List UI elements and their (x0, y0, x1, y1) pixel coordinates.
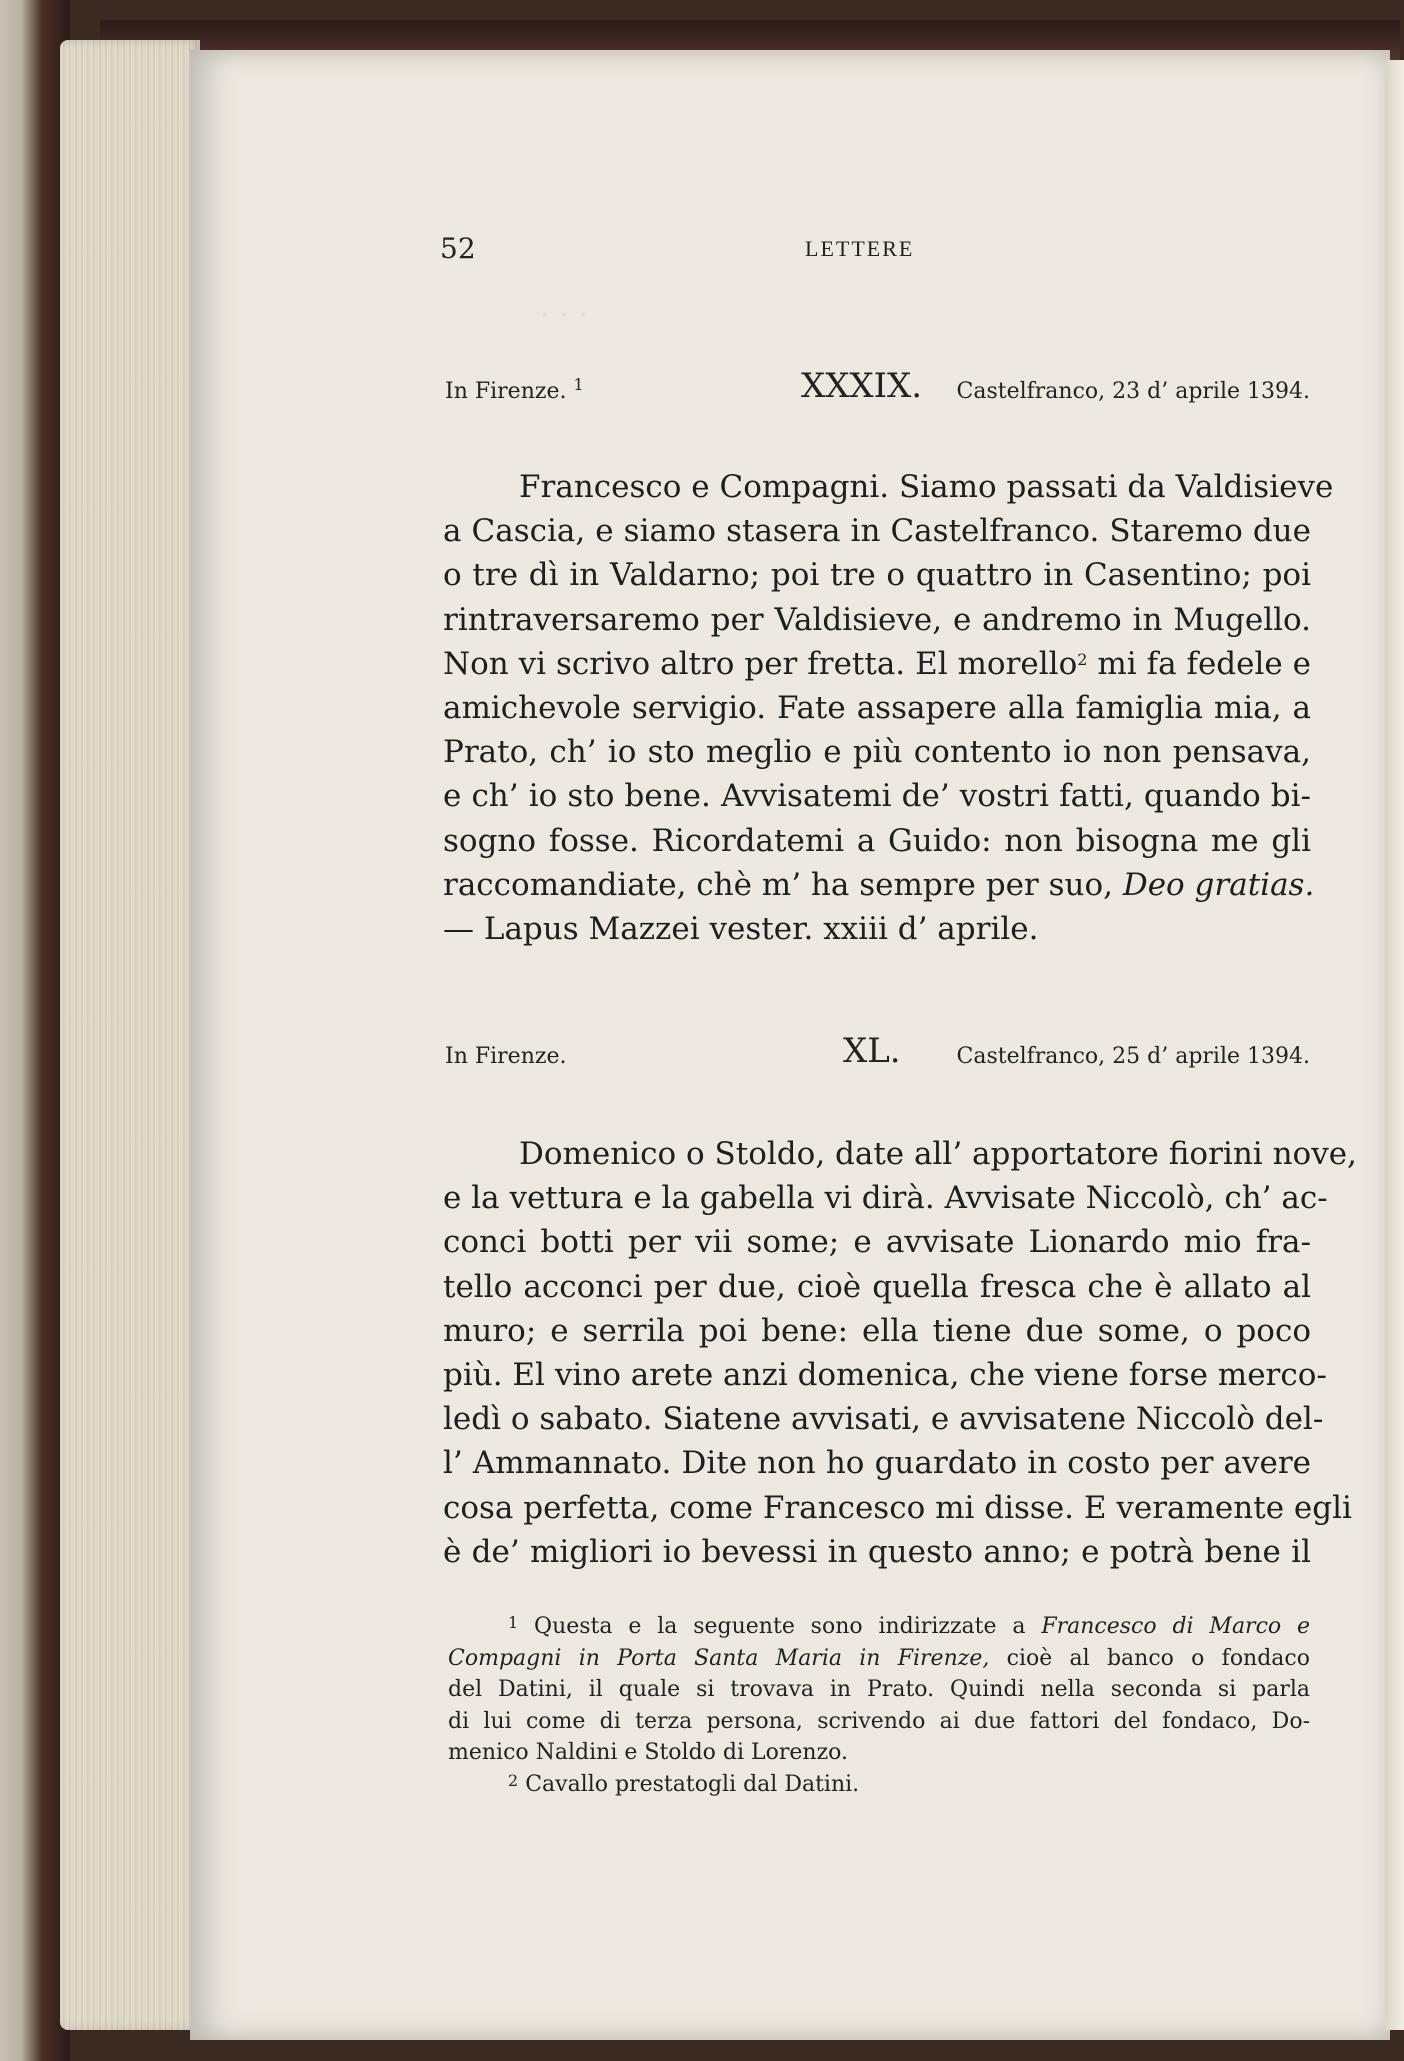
page-block-edges (60, 40, 200, 2030)
footnote-ref: 2 (1077, 649, 1088, 669)
letter-heading (445, 360, 1310, 410)
letter-body (443, 465, 1334, 951)
text-line: rintraversaremo per Valdisieve, e andremo in Mugello. (443, 601, 1311, 638)
text-line: conci botti per vii some; e avvisate Lionardo mio fra- (443, 1224, 1311, 1261)
letter-heading (445, 1025, 1310, 1075)
text-line: a Cascia, e siamo stasera in Castelfranco. Staremo due (443, 513, 1311, 550)
letter-body (443, 1132, 1357, 1574)
letter-numeral: XL. (843, 1031, 901, 1071)
footnote-line: $^2$ Cavallo prestatogli dal Datini. (508, 1770, 860, 1797)
footnote-line: Compagni in Porta Santa Maria in Firenze, cioè al banco o fondaco (448, 1645, 1310, 1671)
footnote-line: menico Naldini e Stoldo di Lorenzo. (448, 1740, 849, 1765)
latin-phrase: Deo gratias. (1122, 866, 1315, 903)
text-line: è de’ migliori io bevessi in questo anno; e potrà bene il (443, 1533, 1311, 1570)
text-line: Francesco e Compagni. Siamo passati da Valdisieve (519, 469, 1334, 505)
footnotes (448, 1611, 1310, 1800)
show-through: · · · (540, 298, 588, 333)
facing-page-edge (1385, 60, 1404, 2030)
text-line: l’ Ammannato. Dite non ho guardato in costo per avere (443, 1445, 1311, 1482)
letter-place-date: Castelfranco, 25 d’ aprile 1394. (956, 1044, 1310, 1069)
text-line: tello acconci per due, cioè quella fresca che è allato al (443, 1268, 1311, 1305)
text-line: amichevole servigio. Fate assapere alla famiglia mia, a (443, 690, 1311, 727)
letter-address: In Firenze. (445, 1044, 567, 1069)
footnote-line: di lui come di terza persona, scrivendo ai due fattori del fondaco, Do- (448, 1708, 1310, 1734)
text-line: Non vi scrivo altro per fretta. El morello$^2$ mi fa fedele e (443, 645, 1311, 682)
text-line: Prato, ch’ io sto meglio e più contento io non pensava, (443, 734, 1311, 771)
text-line: e la vettura e la gabella vi dirà. Avvisate Niccolò, ch’ ac- (443, 1180, 1328, 1217)
page-number: 52 (440, 232, 476, 265)
running-title: LETTERE (805, 236, 915, 261)
text-line: cosa perfetta, come Francesco mi disse. E veramente egli (443, 1489, 1352, 1526)
letter-numeral: XXXIX. (801, 366, 923, 406)
footnote-line: $^1$ Questa e la seguente sono indirizzate a Francesco di Marco e (508, 1613, 1311, 1639)
text-line: o tre dì in Valdarno; poi tre o quattro in Casentino; poi (443, 557, 1311, 594)
text-line: più. El vino arete anzi domenica, che viene forse merco- (443, 1357, 1327, 1394)
text-line: raccomandiate, chè m’ ha sempre per suo, Deo gratias. (443, 866, 1315, 903)
text-line: e ch’ io sto bene. Avvisatemi de’ vostri fatti, quando bi- (443, 778, 1311, 815)
text-line: Domenico o Stoldo, date all’ apportatore fiorini nove, (519, 1136, 1357, 1172)
text-line: muro; e serrila poi bene: ella tiene due some, o poco (443, 1312, 1311, 1349)
text-line: sogno fosse. Ricordatemi a Guido: non bisogna me gli (443, 822, 1311, 859)
letter-place-date: Castelfranco, 23 d’ aprile 1394. (956, 379, 1310, 404)
page-header (440, 232, 1310, 272)
letter-address: In Firenze. $^1$ (445, 375, 584, 404)
text-line: ledì o sabato. Siatene avvisati, e avvisatene Niccolò del- (443, 1401, 1324, 1438)
footnote-line: del Datini, il quale si trovava in Prato. Quindi nella seconda si parla (448, 1677, 1310, 1702)
signature-line: — Lapus Mazzei vester. xxiii d’ aprile. (443, 911, 1039, 948)
